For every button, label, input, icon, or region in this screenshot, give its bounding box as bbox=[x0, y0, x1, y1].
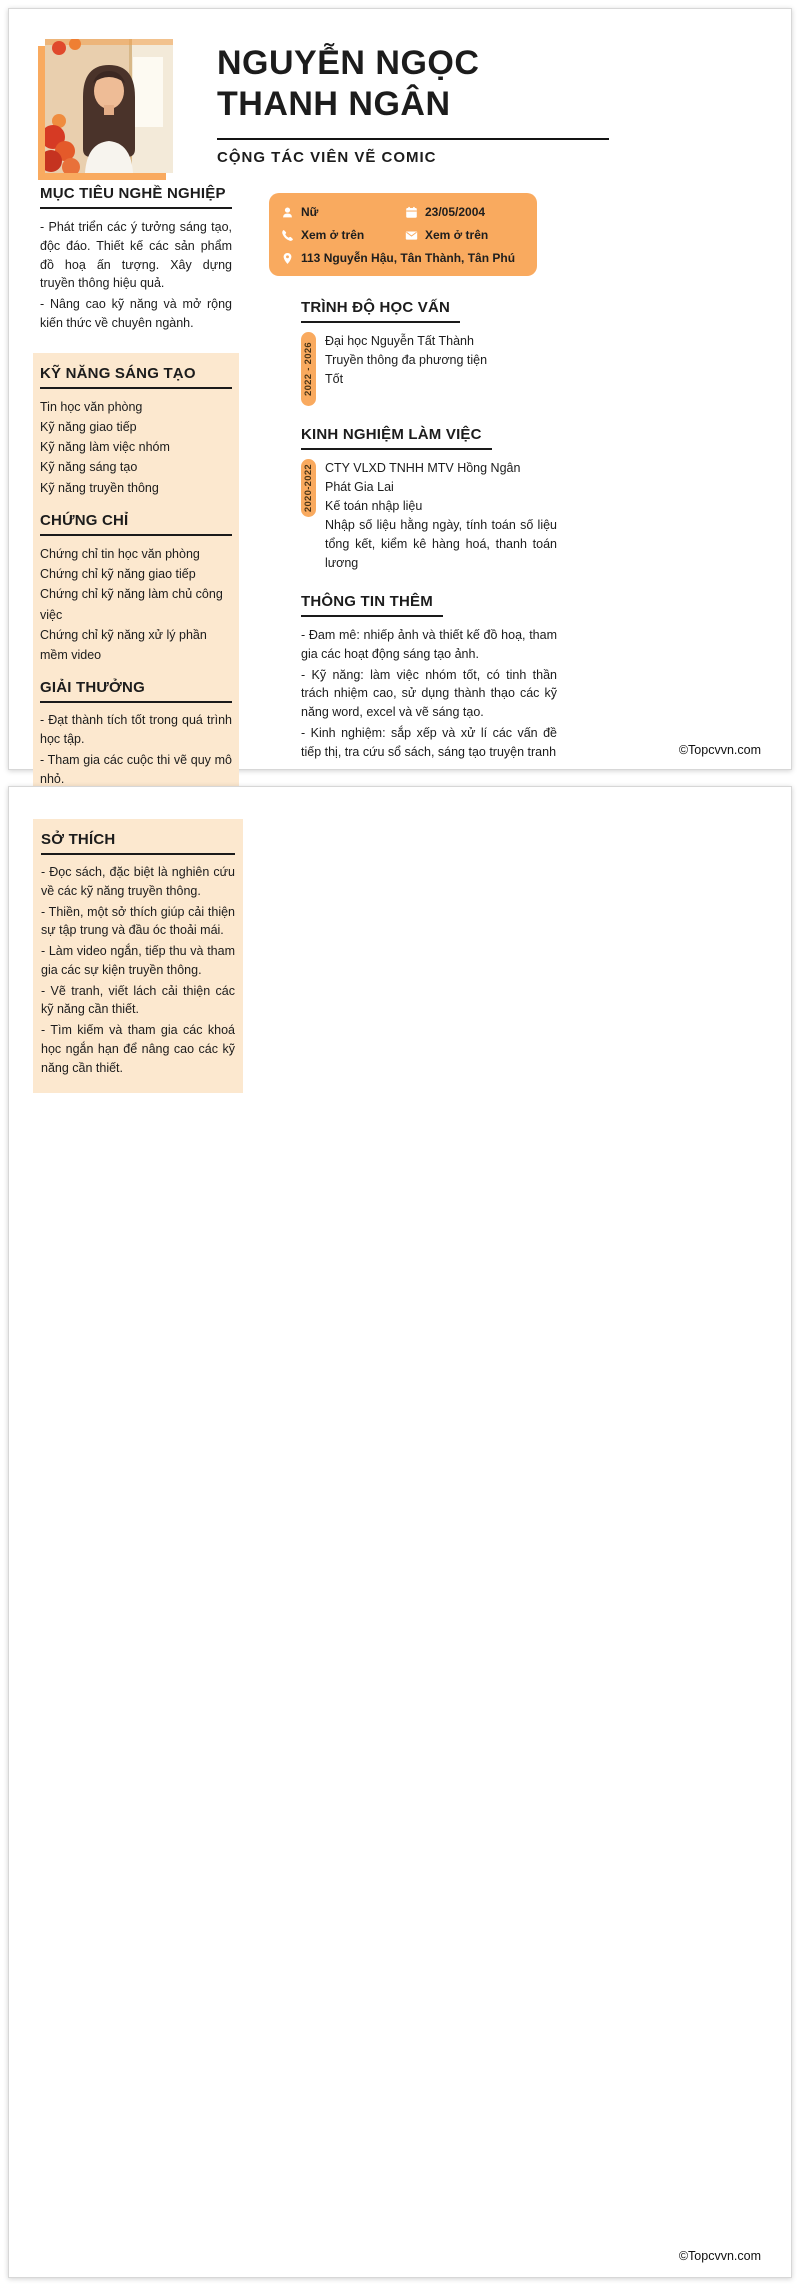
contact-dob-value: 23/05/2004 bbox=[425, 205, 486, 219]
education-heading: TRÌNH ĐỘ HỌC VẤN bbox=[301, 299, 460, 323]
certificates-list bbox=[40, 544, 232, 666]
experience-company-line-1: CTY VLXD TNHH MTV Hồng Ngân bbox=[325, 461, 521, 475]
skill-item: Kỹ năng làm việc nhóm bbox=[40, 440, 170, 454]
experience-description: Nhập số liệu hằng ngày, tính toán số liệu tổng kết, kiểm kê hàng hoá, thanh toán lương bbox=[325, 518, 557, 570]
cv-header bbox=[39, 39, 761, 173]
hobby-item: - Vẽ tranh, viết lách cải thiện các kỹ năng cần thiết. bbox=[41, 983, 235, 1017]
skill-item: Tin học văn phòng bbox=[40, 399, 143, 414]
education-period: 2022 - 2026 bbox=[303, 341, 314, 396]
skill-item: Kỹ năng giao tiếp bbox=[40, 419, 137, 434]
objective-heading: MỤC TIÊU NGHỀ NGHIỆP bbox=[40, 185, 232, 209]
experience-period: 2020-2022 bbox=[303, 463, 314, 513]
education-entry bbox=[301, 332, 557, 406]
certificate-item: Chứng chỉ kỹ năng xử lý phần mềm video bbox=[40, 627, 207, 662]
name-block bbox=[217, 39, 609, 173]
objective-paragraph: - Nâng cao kỹ năng và mở rộng kiến thức về chuyên ngành. bbox=[40, 297, 232, 330]
skills-list bbox=[40, 397, 232, 498]
section-education bbox=[301, 299, 557, 406]
experience-details bbox=[325, 459, 557, 573]
additional-info-heading: THÔNG TIN THÊM bbox=[301, 593, 443, 617]
certificate-item: Chứng chỉ tin học văn phòng bbox=[40, 546, 200, 561]
skill-item: Kỹ năng truyền thông bbox=[40, 480, 159, 495]
experience-heading: KINH NGHIỆM LÀM VIỆC bbox=[301, 426, 492, 450]
gender-icon bbox=[281, 206, 294, 219]
skills-heading: KỸ NĂNG SÁNG TẠO bbox=[40, 365, 232, 389]
contact-address bbox=[281, 251, 525, 265]
contact-phone-value: Xem ở trên bbox=[301, 228, 365, 242]
additional-info-item: - Kinh nghiệm: sắp xếp và xử lí các vấn đề tiếp thị, tra cứu sổ sách, sáng tạo truyện tranh bbox=[301, 725, 557, 759]
hobby-item: - Làm video ngắn, tiếp thu và tham gia các sự kiện truyền thông. bbox=[41, 944, 235, 977]
education-period-badge bbox=[301, 332, 316, 406]
cv-page-2 bbox=[8, 786, 792, 2278]
education-school: Đại học Nguyễn Tất Thành bbox=[325, 334, 474, 348]
profile-photo-image bbox=[45, 39, 173, 173]
section-hobbies bbox=[33, 819, 243, 1093]
mail-icon bbox=[405, 229, 418, 242]
candidate-name-line-1: NGUYỄN NGỌC bbox=[217, 44, 480, 82]
candidate-job-title: CỘNG TÁC VIÊN VẼ COMIC bbox=[217, 148, 437, 166]
experience-role: Kế toán nhập liệu bbox=[325, 499, 423, 513]
certificate-item: Chứng chỉ kỹ năng làm chủ công việc bbox=[40, 587, 223, 622]
section-experience bbox=[301, 426, 557, 573]
skill-item: Kỹ năng sáng tạo bbox=[40, 460, 138, 475]
hobby-item: - Tìm kiếm và tham gia các khoá học ngắn hạn để nâng cao các kỹ năng cần thiết. bbox=[41, 1023, 235, 1075]
certificates-heading: CHỨNG CHỈ bbox=[40, 512, 232, 536]
education-details bbox=[325, 332, 487, 389]
education-grade: Tốt bbox=[325, 372, 344, 386]
contact-dob bbox=[405, 205, 525, 219]
right-column bbox=[301, 299, 557, 781]
contact-gender bbox=[281, 205, 399, 219]
hobby-item: - Thiền, một sở thích giúp cải thiện sự tập trung và đầu óc thoải mái. bbox=[41, 904, 235, 938]
contact-info-box bbox=[269, 193, 537, 276]
contact-gender-value: Nữ bbox=[301, 205, 319, 219]
awards-heading: GIẢI THƯỞNG bbox=[40, 679, 232, 703]
education-major: Truyền thông đa phương tiện bbox=[325, 353, 488, 367]
additional-info-item: - Kỹ năng: làm việc nhóm tốt, có tinh thần trách nhiệm cao, sử dụng thành thạo các kỹ năng word, excel và vẽ sáng tạo. bbox=[301, 667, 557, 719]
calendar-icon bbox=[405, 206, 418, 219]
hobbies-heading: SỞ THÍCH bbox=[41, 831, 235, 855]
candidate-name bbox=[217, 43, 609, 140]
location-icon bbox=[281, 252, 294, 265]
contact-email-value: Xem ở trên bbox=[425, 228, 489, 242]
left-column bbox=[33, 185, 239, 804]
phone-icon bbox=[281, 229, 294, 242]
contact-address-value: 113 Nguyễn Hậu, Tân Thành, Tân Phú bbox=[301, 251, 516, 265]
experience-period-badge bbox=[301, 459, 316, 517]
cv-page-1 bbox=[8, 8, 792, 786]
award-item: - Tham gia các cuộc thi vẽ quy mô nhỏ. bbox=[40, 752, 232, 786]
objective-paragraph: - Phát triển các ý tưởng sáng tạo, độc đáo. Thiết kế các sản phẩm đồ hoạ ấn tượng. Xây dựng truyền thông hiệu quả. bbox=[40, 220, 232, 291]
candidate-name-line-2: THANH NGÂN bbox=[217, 85, 451, 124]
experience-entry bbox=[301, 459, 557, 573]
watermark-page-1: ©Topcvvn.com bbox=[678, 743, 761, 757]
left-highlight-panel bbox=[33, 353, 239, 805]
additional-info-item: - Đam mê: nhiếp ảnh và thiết kế đồ hoạ, tham gia các hoạt động sáng tạo ảnh. bbox=[301, 628, 557, 661]
profile-photo bbox=[45, 39, 173, 173]
award-item: - Đạt thành tích tốt trong quá trình học tập. bbox=[40, 713, 232, 746]
contact-phone bbox=[281, 228, 399, 242]
contact-email bbox=[405, 228, 525, 242]
section-additional-info bbox=[301, 593, 557, 761]
experience-company-line-2: Phát Gia Lai bbox=[325, 480, 394, 494]
hobby-item: - Đọc sách, đặc biệt là nghiên cứu về các kỹ năng truyền thông. bbox=[41, 865, 235, 898]
watermark-page-2: ©Topcvvn.com bbox=[678, 2249, 761, 2263]
certificate-item: Chứng chỉ kỹ năng giao tiếp bbox=[40, 567, 196, 581]
section-objective bbox=[33, 185, 239, 333]
